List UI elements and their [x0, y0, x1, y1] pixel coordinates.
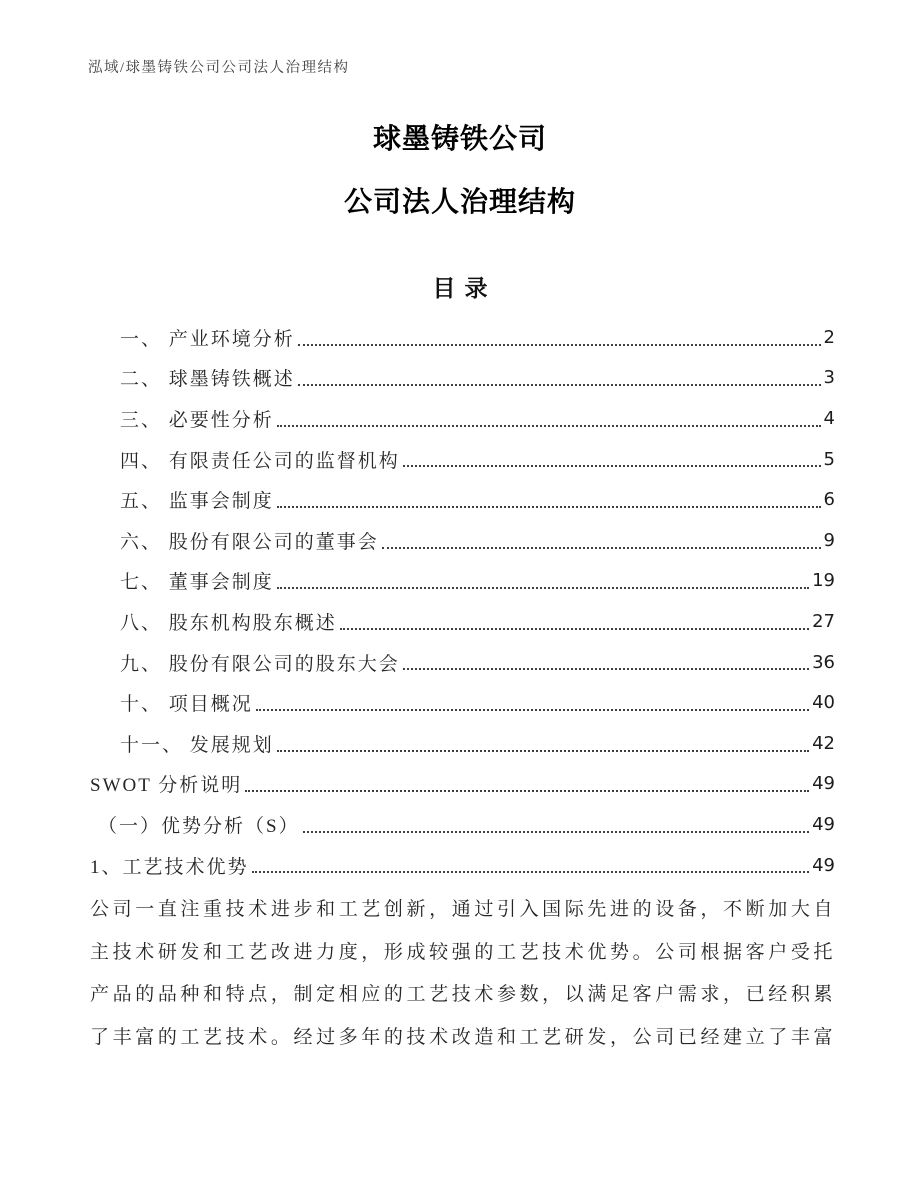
toc-entry-label: 十、 项目概况: [120, 694, 253, 716]
toc-page-number: 27: [812, 610, 835, 632]
toc-entry[interactable]: [90, 561, 835, 602]
toc-entry-label: 六、 股份有限公司的董事会: [120, 531, 379, 553]
toc-dot-leader: [298, 344, 821, 346]
toc-page-number: 3: [823, 367, 835, 389]
toc-page-number: 42: [812, 732, 835, 754]
toc-entry-label: 十一、 发展规划: [120, 734, 274, 756]
toc-entry[interactable]: [90, 439, 835, 480]
toc-entry-label: （一）优势分析（S）: [98, 815, 300, 837]
toc-page-number: 9: [823, 529, 835, 551]
body-text-line: 了丰富的工艺技术。经过多年的技术改造和工艺研发，公司已经建立了丰富: [90, 1026, 835, 1048]
toc-entry-label: 四、 有限责任公司的监督机构: [120, 450, 400, 472]
toc-entry-label: 八、 股东机构股东概述: [120, 612, 337, 634]
toc-page-number: 5: [823, 448, 835, 470]
toc-page-number: 2: [823, 326, 835, 348]
toc-entry[interactable]: [90, 358, 835, 399]
toc-entry-label: 五、 监事会制度: [120, 491, 274, 513]
toc-entry[interactable]: [90, 642, 835, 683]
body-text-line: 公司一直注重技术进步和工艺创新，通过引入国际先进的设备，不断加大自: [90, 899, 835, 920]
toc-entry-label: 七、 董事会制度: [120, 572, 274, 594]
toc-entry[interactable]: [90, 398, 835, 439]
toc-entry[interactable]: [90, 845, 835, 886]
toc-page-number: 4: [823, 407, 835, 429]
toc-page-number: 49: [812, 813, 835, 835]
toc-dot-leader: [303, 831, 810, 833]
document-title-line2: 公司法人治理结构: [343, 185, 576, 218]
toc-dot-leader: [277, 750, 809, 752]
toc-page-number: 49: [812, 854, 835, 876]
toc-dot-leader: [277, 506, 821, 508]
toc-heading: 目录: [432, 276, 497, 301]
toc-entry-label: SWOT 分析说明: [90, 775, 243, 797]
toc-dot-leader: [256, 709, 809, 711]
toc-dot-leader: [277, 587, 809, 589]
toc-page-number: 49: [812, 773, 835, 795]
toc-dot-leader: [252, 871, 810, 873]
toc-page-number: 6: [823, 489, 835, 511]
document-title-line1: 球墨铸铁公司: [372, 122, 547, 155]
toc-entry-label: 1、工艺技术优势: [90, 856, 249, 878]
toc-dot-leader: [340, 628, 809, 630]
toc-entry-label: 一、 产业环境分析: [120, 328, 295, 350]
toc-entry[interactable]: [90, 723, 835, 764]
toc-entry[interactable]: [90, 317, 835, 358]
toc-dot-leader: [245, 790, 809, 792]
toc-page-number: 36: [812, 651, 835, 673]
table-of-contents: [90, 317, 835, 885]
toc-entry[interactable]: [90, 479, 835, 520]
body-paragraph: [90, 889, 835, 1059]
toc-entry[interactable]: [90, 601, 835, 642]
toc-dot-leader: [298, 384, 821, 386]
toc-entry-label: 九、 股份有限公司的股东大会: [120, 653, 400, 675]
toc-dot-leader: [403, 465, 821, 467]
toc-entry-label: 三、 必要性分析: [120, 409, 274, 431]
toc-dot-leader: [403, 668, 809, 670]
toc-dot-leader: [382, 547, 821, 549]
toc-entry[interactable]: [90, 804, 835, 845]
toc-page-number: 19: [812, 570, 835, 592]
toc-dot-leader: [277, 425, 821, 427]
toc-entry[interactable]: [90, 764, 835, 805]
body-text-line: 产品的品种和特点，制定相应的工艺技术参数，以满足客户需求，已经积累: [90, 984, 835, 1005]
toc-entry[interactable]: [90, 682, 835, 723]
toc-entry-label: 二、 球墨铸铁概述: [120, 369, 295, 391]
toc-page-number: 40: [812, 692, 835, 714]
body-text-line: 主技术研发和工艺改进力度，形成较强的工艺技术优势。公司根据客户受托: [90, 941, 835, 963]
toc-entry[interactable]: [90, 520, 835, 561]
header-running-title: 泓域/球墨铸铁公司公司法人治理结构: [88, 60, 350, 76]
